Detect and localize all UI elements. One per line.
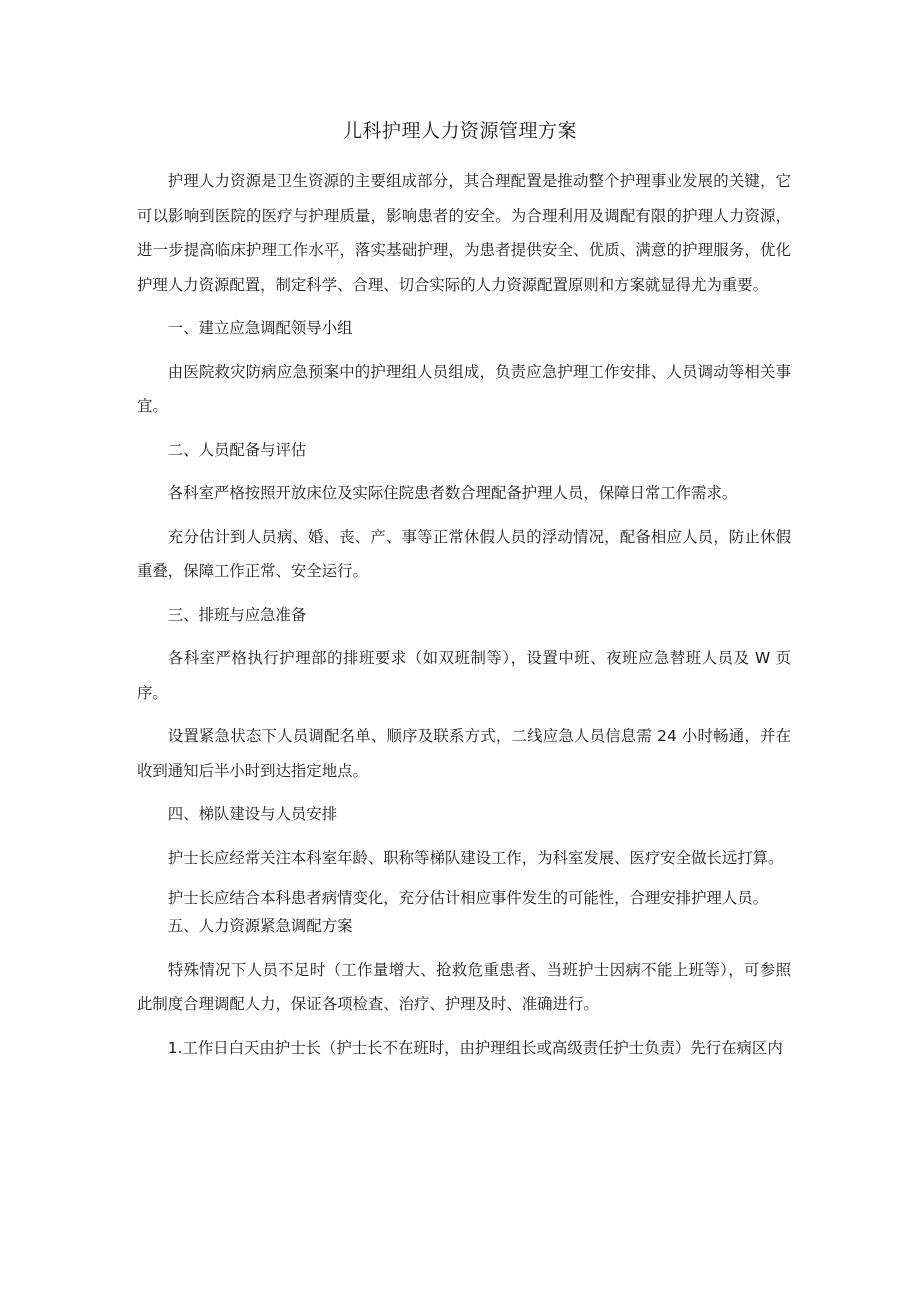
- paragraph: 护士长应结合本科患者病情变化，充分估计相应事件发生的可能性，合理安排护理人员。: [167, 889, 769, 907]
- paragraph: 由医院救灾防病应急预案中的护理组人员组成，负责应急护理工作安排、人员调动等相关事宜。: [137, 362, 791, 415]
- intro-paragraph: 护理人力资源是卫生资源的主要组成部分，其合理配置是推动整个护理事业发展的关键，它可以影响到医院的医疗与护理质量，影响患者的安全。为合理利用及调配有限的护理人力资源，进一步提高临床护理工作水平，落实基础护理，为患者提供安全、优质、满意的护理服务，优化护理人力资源配置，制定科学、合理、切合实际的人力资源配置原则和方案就显得尤为重要。: [137, 172, 791, 294]
- document-title: 儿科护理人力资源管理方案: [342, 120, 577, 142]
- section-heading-4: 四、梯队建设与人员安排: [167, 805, 338, 823]
- document-body: [137, 164, 791, 1065]
- paragraph: 特殊情况下人员不足时（工作量增大、抢救危重患者、当班护士因病不能上班等），可参照此制度合理调配人力，保证各项检查、治疗、护理及时、准确进行。: [137, 960, 791, 1013]
- section-heading-5: 五、人力资源紧急调配方案: [167, 917, 353, 935]
- paragraph: 充分估计到人员病、婚、丧、产、事等正常休假人员的浮动情况，配备相应人员，防止休假重叠，保障工作正常、安全运行。: [137, 527, 791, 580]
- paragraph: 护士长应经常关注本科室年龄、职称等梯队建设工作，为科室发展、医疗安全做长远打算。: [167, 848, 784, 867]
- paragraph: 1.工作日白天由护士长（护士长不在班时，由护理组长或高级责任护士负责）先行在病区内: [167, 1038, 783, 1057]
- section-heading-2: 二、人员配备与评估: [167, 440, 307, 459]
- section-heading-1: 一、建立应急调配领导小组: [167, 319, 353, 337]
- paragraph: 各科室严格按照开放床位及实际住院患者数合理配备护理人员，保障日常工作需求。: [167, 484, 738, 502]
- paragraph: 设置紧急状态下人员调配名单、顺序及联系方式，二线应急人员信息需 24 小时畅通，并在收到通知后半小时到达指定地点。: [137, 727, 791, 780]
- paragraph: 各科室严格执行护理部的排班要求（如双班制等），设置中班、夜班应急替班人员及 W 页序。: [137, 649, 791, 702]
- section-heading-3: 三、排班与应急准备: [167, 605, 307, 624]
